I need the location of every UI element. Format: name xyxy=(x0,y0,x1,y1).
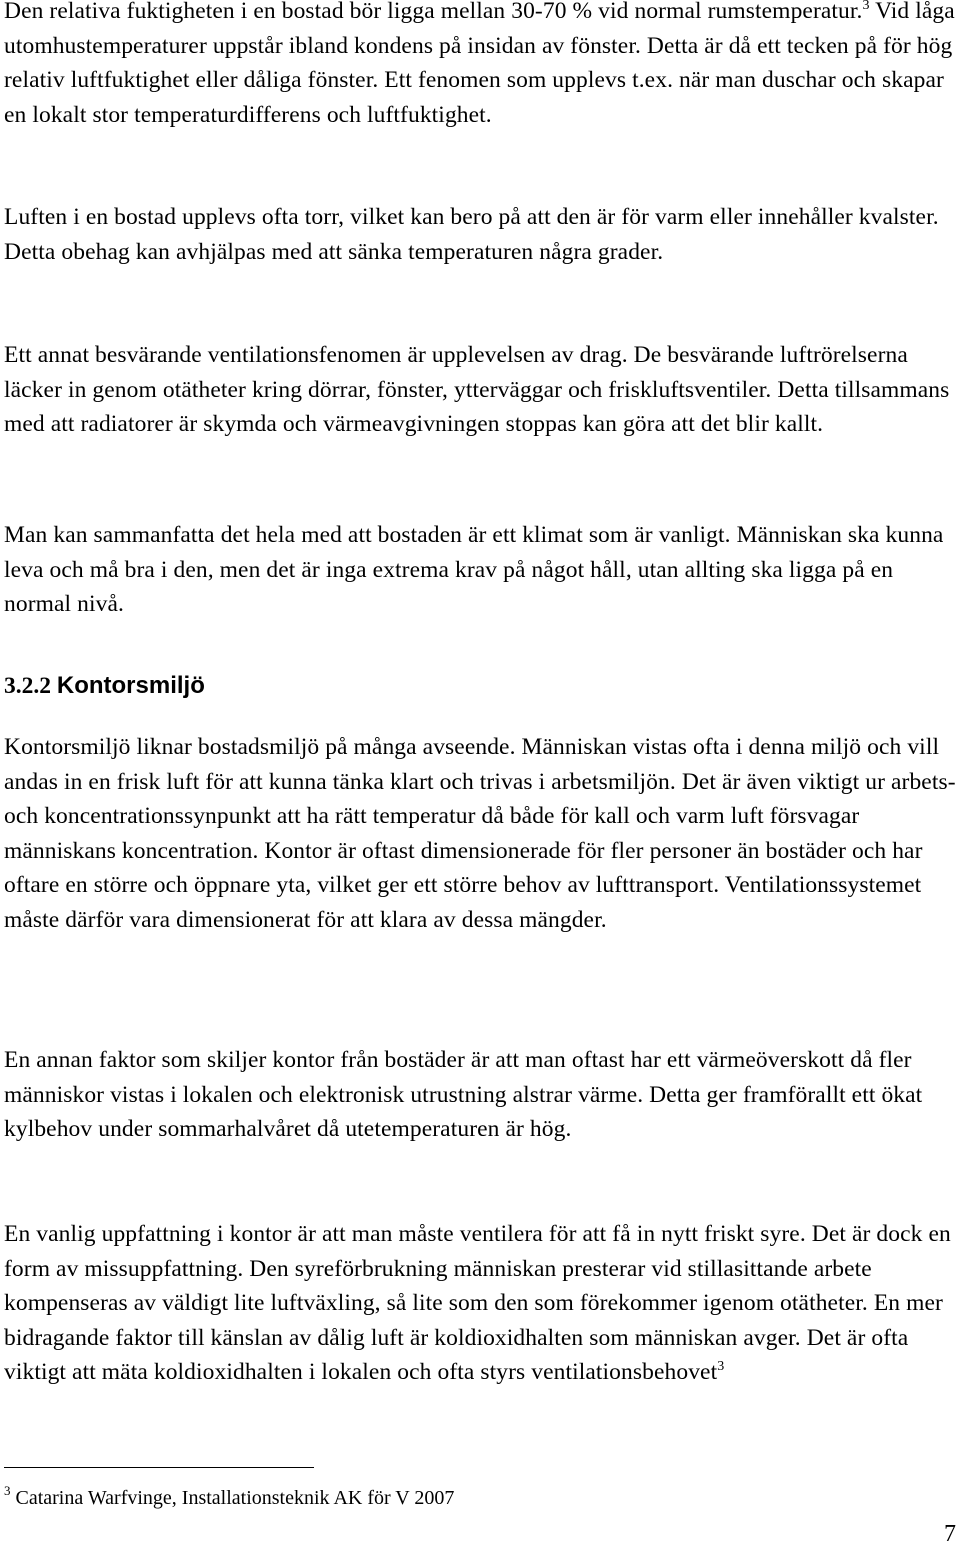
paragraph-humidity xyxy=(4,0,960,132)
paragraph-summary: Man kan sammanfatta det hela med att bostaden är ett klimat som är vanligt. Människan ska kunna leva och må bra i den, men det är inga extrema krav på något håll, utan allting ska ligga på en normal nivå. xyxy=(4,522,944,617)
footnote-reference: 3 xyxy=(717,1359,725,1374)
paragraph-draught: Ett annat besvärande ventilationsfenomen är upplevelsen av drag. De besvärande luftrörelserna läcker in genom otätheter kring dörrar, fönster, ytterväggar och friskluftsventiler. Detta tillsammans med att radiatorer är skymda och värmeavgivningen stoppas kan göra att det blir kallt. xyxy=(4,342,950,437)
paragraph-dry-air: Luften i en bostad upplevs ofta torr, vilket kan bero på att den är för varm eller innehåller kvalster. Detta obehag kan avhjälpas med att sänka temperaturen några grader. xyxy=(4,204,939,265)
paragraph-office-environment: Kontorsmiljö liknar bostadsmiljö på många avseende. Människan vistas ofta i denna miljö och vill andas in en frisk luft för att kunna tänka klart och trivas i arbetsmiljön. Det är även viktigt ur arbets- och koncentrationssynpunkt att ha rätt temperatur då både för kall och varm luft försvagar människans koncentration. Kontor är oftast dimensionerade för fler personer än bostäder och har oftare en större och öppnare yta, vilket ger ett större behov av lufttransport. Ventilationssystemet måste därför vara dimensionerat för att klara av dessa mängder. xyxy=(4,734,956,933)
paragraph-ventilation-misconception xyxy=(4,1217,960,1390)
section-heading-title: Kontorsmiljö xyxy=(56,672,205,699)
section-heading xyxy=(4,669,205,703)
footnote-separator xyxy=(4,1467,314,1468)
page-number: 7 xyxy=(944,1521,956,1547)
paragraph-heat-surplus: En annan faktor som skiljer kontor från bostäder är att man oftast har ett värmeöverskott då fler människor vistas i lokalen och elektronisk utrustning alstrar värme. Detta ger framförallt ett ökat kylbehov under sommarhalvåret då utetemperaturen är hög. xyxy=(4,1047,923,1142)
section-heading-number: 3.2.2 xyxy=(4,673,51,699)
footnote-text: Catarina Warfvinge, Installationsteknik AK för V 2007 xyxy=(10,1487,455,1509)
footnote-marker: 3 xyxy=(4,1483,11,1498)
paragraph-humidity-text-1: Den relativa fuktigheten i en bostad bör ligga mellan 30-70 % vid normal rumstemperatur. xyxy=(4,0,863,24)
paragraph-humidity-text-2: Vid låga utomhustemperaturer uppstår ibland kondens på insidan av fönster. Detta är då ett tecken på för hög relativ luftfuktighet eller dåliga fönster. Ett fenomen som upplevs t.ex. när man duschar och skapar en lokalt stor temperaturdifferens och luftfuktighet. xyxy=(4,0,955,128)
footnote xyxy=(4,1484,454,1512)
paragraph-ventilation-text: En vanlig uppfattning i kontor är att man måste ventilera för att få in nytt friskt syre. Det är dock en form av missuppfattning. Den syreförbrukning människan presterar vid stillasittande arbete kompenseras av väldigt lite luftväxling, så lite som den som förekommer igenom otätheter. En mer bidragande faktor till känslan av dålig luft är koldioxidhalten som människan avger. Det är ofta viktigt att mäta koldioxidhalten i lokalen och ofta styrs ventilationsbehovet xyxy=(4,1221,951,1385)
footnote-reference: 3 xyxy=(862,0,870,13)
